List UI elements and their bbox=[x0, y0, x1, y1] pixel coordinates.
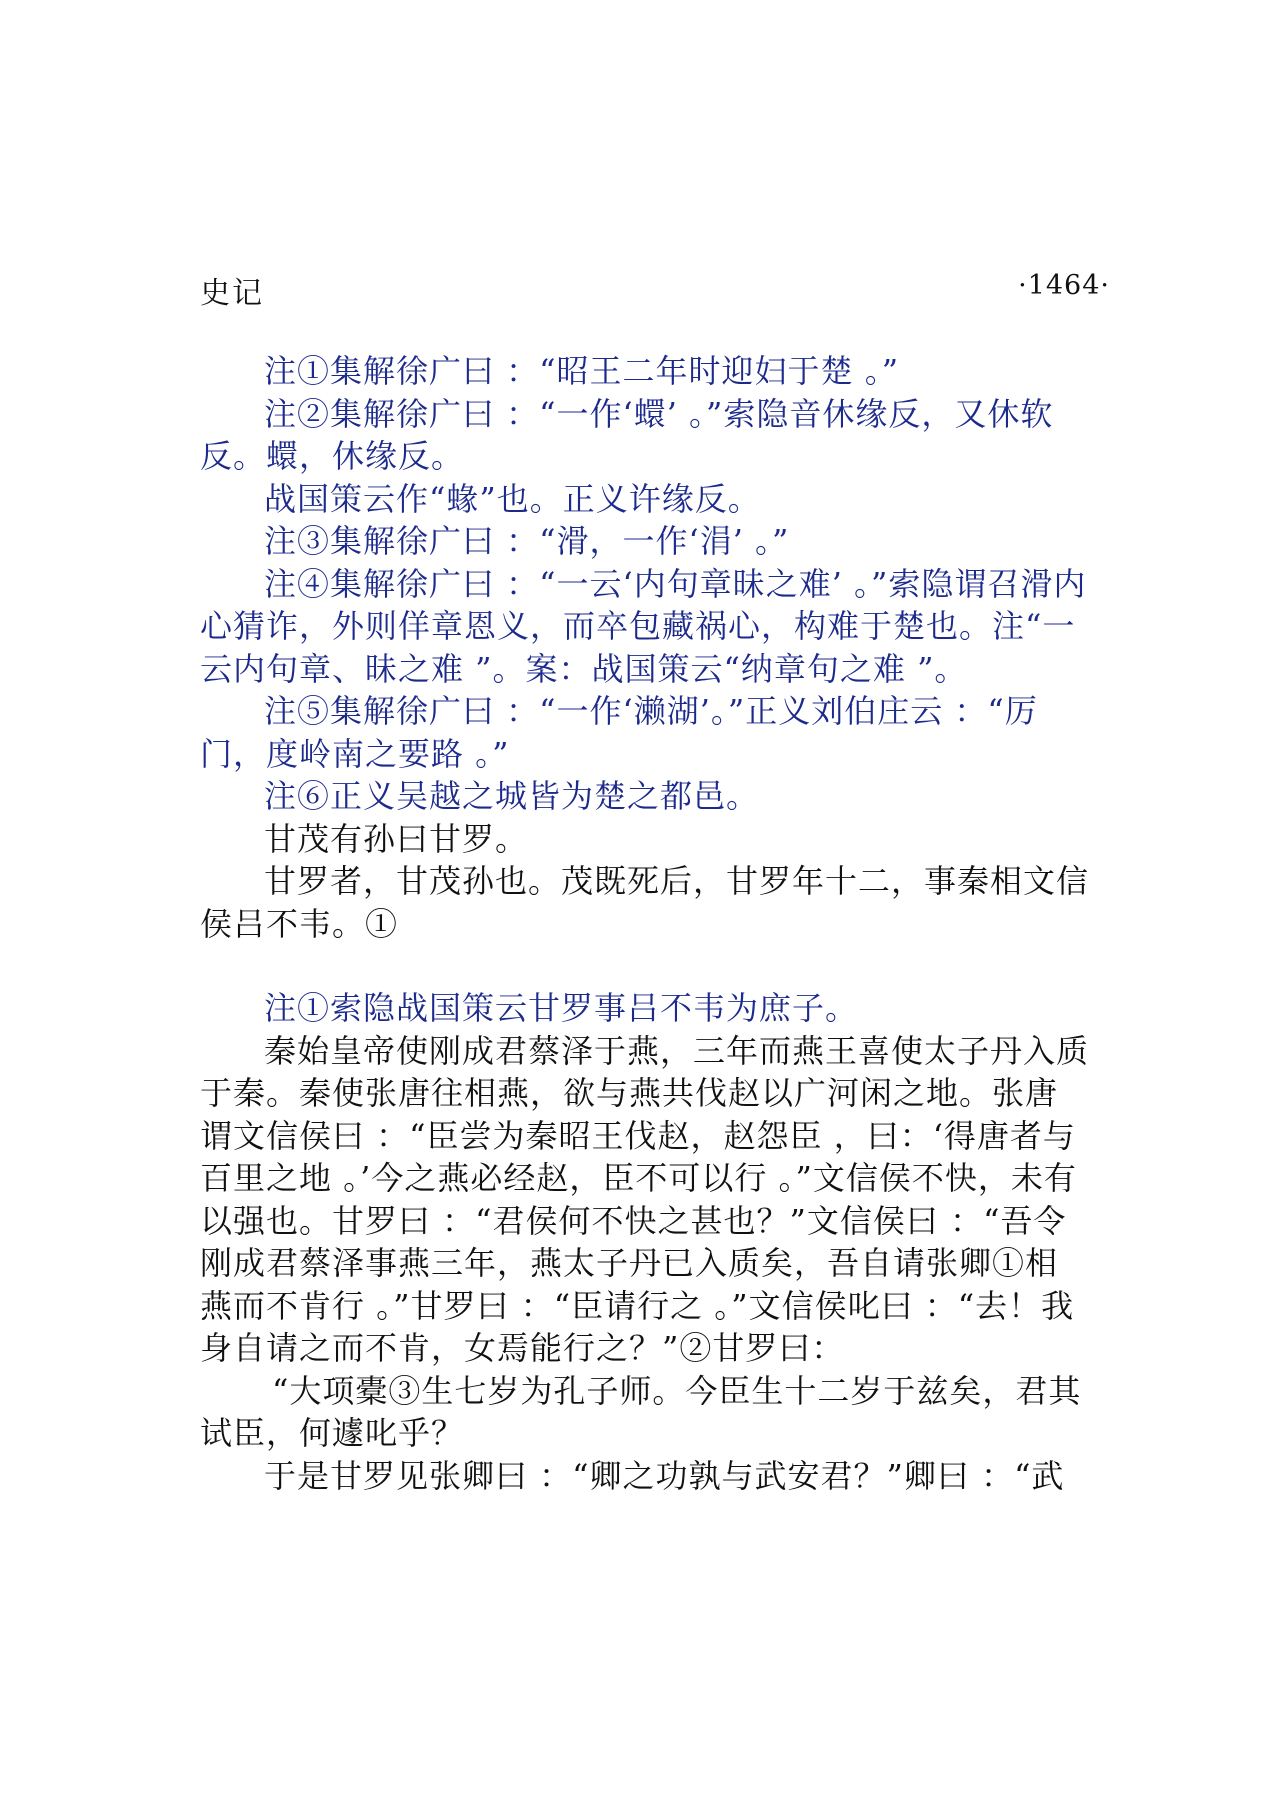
note-5-paragraph: 注⑤集解徐广曰 ：“一作‘濑湖’。”正义刘伯庄云 ：“厉门，度岭南之要路 。” bbox=[200, 692, 1038, 773]
book-title: 史记 bbox=[200, 276, 264, 311]
quote-paragraph: “大项橐③生七岁为孔子师。今臣生十二岁于兹矣，君其试臣，何遽叱乎？ bbox=[200, 1371, 1082, 1452]
main-text-paragraph: 甘罗者，甘茂孙也。茂既死后，甘罗年十二，事秦相文信侯吕不韦。① bbox=[200, 862, 1090, 943]
note-2-paragraph: 注②集解徐广曰 ：“一作‘蠉’ 。”索隐音休缘反，又休软反。蠉，休缘反。 bbox=[200, 394, 1054, 475]
note-paragraph: 注①索隐战国策云甘罗事吕不韦为庶子。 bbox=[264, 989, 859, 1027]
main-text-paragraph: 于是甘罗见张卿曰 ：“卿之功孰与武安君？”卿曰 ：“武 bbox=[264, 1456, 1065, 1495]
main-text-paragraph: 秦始皇帝使刚成君蔡泽于燕，三年而燕王喜使太子丹入质于秦。秦使张唐往相燕，欲与燕共伐赵以广河闲之地。张唐谓文信侯曰 ：“臣尝为秦昭王伐赵，赵怨臣 ，曰：‘得唐者与百里之地 。’今之燕必经赵，臣不可以行 。”文信侯不快，未有以强也。甘罗曰 ：“君侯何不快之甚也？”文信侯曰 ：“吾令刚成君蔡泽事燕三年，燕太子丹已入质矣，吾自请张卿①相燕而不肯行 。”甘罗曰 ：“臣请行之 。”文信侯叱曰 ：“去！我身自请之而不肯，女焉能行之？”②甘罗曰： bbox=[200, 1031, 1090, 1367]
note-1-paragraph: 注①集解徐广曰 ：“昭王二年时迎妇于楚 。” bbox=[264, 352, 900, 390]
page-number: ·1464· bbox=[1018, 270, 1110, 301]
page-header bbox=[200, 268, 1110, 312]
note-6-paragraph: 注⑥正义吴越之城皆为楚之都邑。 bbox=[264, 777, 760, 815]
main-text-paragraph: 甘茂有孙曰甘罗。 bbox=[264, 819, 529, 858]
note-4-paragraph: 注④集解徐广曰 ：“一云‘内句章昧之难’ 。”索隐谓召滑内心猜诈，外则佯章恩义，而卒包藏祸心，构难于楚也。注“一云内句章、昧之难 ”。案：战国策云“纳章句之难 ”。 bbox=[200, 564, 1087, 688]
section-spacer bbox=[200, 945, 1090, 987]
page-body bbox=[200, 350, 1090, 1497]
note-2-continuation: 战国策云作“蝝”也。正义许缘反。 bbox=[264, 479, 761, 518]
note-3-paragraph: 注③集解徐广曰 ：“滑，一作‘涓’ 。” bbox=[264, 522, 790, 560]
